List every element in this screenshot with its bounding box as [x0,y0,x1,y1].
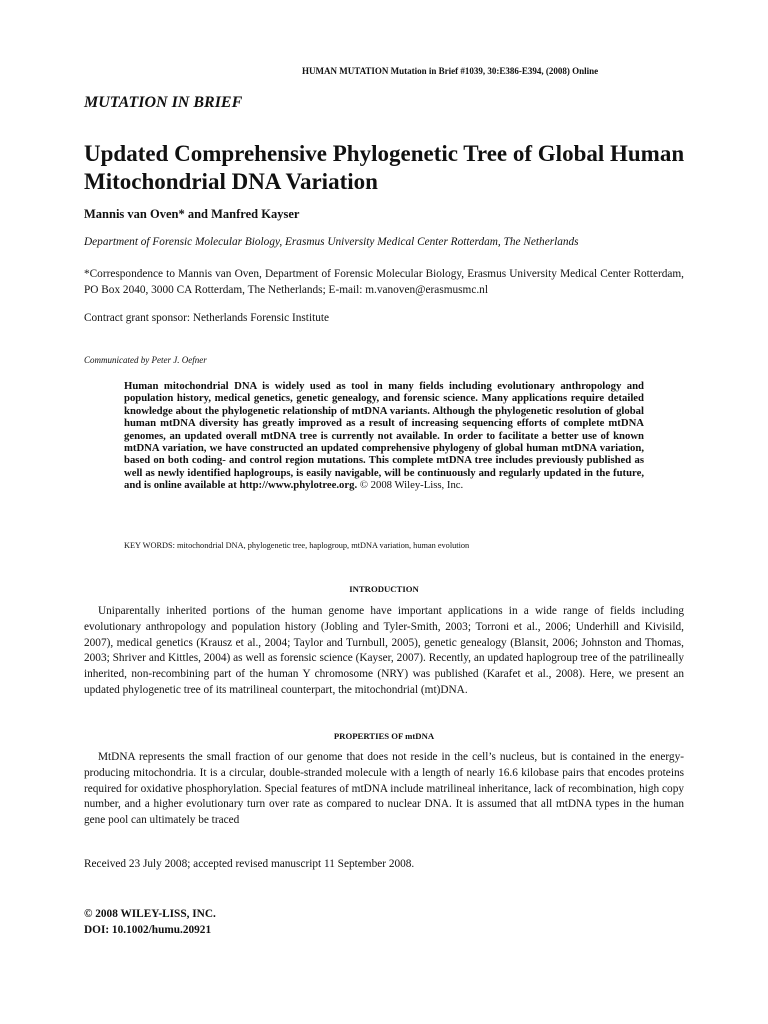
abstract-text: Human mitochondrial DNA is widely used as tool in many fields including evolutionary anthropology and population history, medical genetics, genetic genealogy, and forensic science. Many applications require detailed knowledge about the phylogenetic relationship of mtDNA variants. Although the phylogenetic resolution of global human mtDNA diversity has greatly improved as a result of increasing sequencing efforts of complete mtDNA genomes, an updated overall mtDNA tree is currently not available. In order to facilitate a better use of known mtDNA variation, we have constructed an updated comprehensive phylogeny of global human mtDNA variation, based on both coding- and control region mutations. This complete mtDNA tree includes previously published as well as newly identified haplogroups, is easily navigable, will be continuously and regularly updated in the future, and is online available at http://www.phylotree.org. [124,380,644,492]
communicated-by: Communicated by Peter J. Oefner [84,355,207,365]
abstract [124,380,644,492]
footer-doi: DOI: 10.1002/humu.20921 [84,924,212,936]
running-head: HUMAN MUTATION Mutation in Brief #1039, 30:E386-E394, (2008) Online [302,66,599,76]
introduction-heading: INTRODUCTION [349,584,419,594]
received-dates: Received 23 July 2008; accepted revised manuscript 11 September 2008. [84,858,415,870]
footer-block [84,906,216,938]
grant-sponsor: Contract grant sponsor: Netherlands Forensic Institute [84,312,330,324]
correspondence: *Correspondence to Mannis van Oven, Department of Forensic Molecular Biology, Erasmus University Medical Center Rotterdam, PO Box 2040, 3000 CA Rotterdam, The Netherlands; E-mail: m.vanoven@erasmusmc.nl [84,268,684,296]
article-title: Updated Comprehensive Phylogenetic Tree of Global Human Mitochondrial DNA Variation [84,141,685,194]
affiliation: Department of Forensic Molecular Biology, Erasmus University Medical Center Rotterdam, The Netherlands [84,236,579,248]
section-kicker: MUTATION IN BRIEF [84,94,243,111]
introduction-paragraph: Uniparentally inherited portions of the human genome have important applications in a wide range of fields including evolutionary anthropology and population history (Jobling and Tyler-Smith, 2003; Torroni et al., 2006; Underhill and Kivisild, 2007), medical genetics (Krausz et al., 2004; Taylor and Turnbull, 2005), genetic genealogy (Blansit, 2006; Johnston and Thomas, 2003; Shriver and Kittles, 2004) as well as forensic science (Kayser, 2007). Recently, an updated haplogroup tree of the patrilineally inherited, non-recombining part of the human Y chromosome (NRY) was published (Karafet et al., 2008). Here, we present an updated phylogenetic tree of its matrilineal counterpart, the mitochondrial (mt)DNA. [84,605,684,696]
keywords: KEY WORDS: mitochondrial DNA, phylogenetic tree, haplogroup, mtDNA variation, human evolution [124,541,470,550]
authors: Mannis van Oven* and Manfred Kayser [84,207,300,221]
properties-paragraph: MtDNA represents the small fraction of our genome that does not reside in the cell’s nucleus, but is contained in the energy-producing mitochondria. It is a circular, double-stranded molecule with a length of nearly 16.6 kilobase pairs that encodes proteins required for oxidative phosphorylation. Special features of mtDNA include matrilineal inheritance, lack of recombination, high copy number, and a higher evolutionary turn over rate as compared to nuclear DNA. It is assumed that all mtDNA types in the human gene pool can ultimately be traced [84,751,684,827]
properties-heading: PROPERTIES OF mtDNA [333,731,435,741]
abstract-copyright: © 2008 Wiley-Liss, Inc. [357,479,464,492]
footer-copyright: © 2008 WILEY-LISS, INC. [84,908,216,920]
